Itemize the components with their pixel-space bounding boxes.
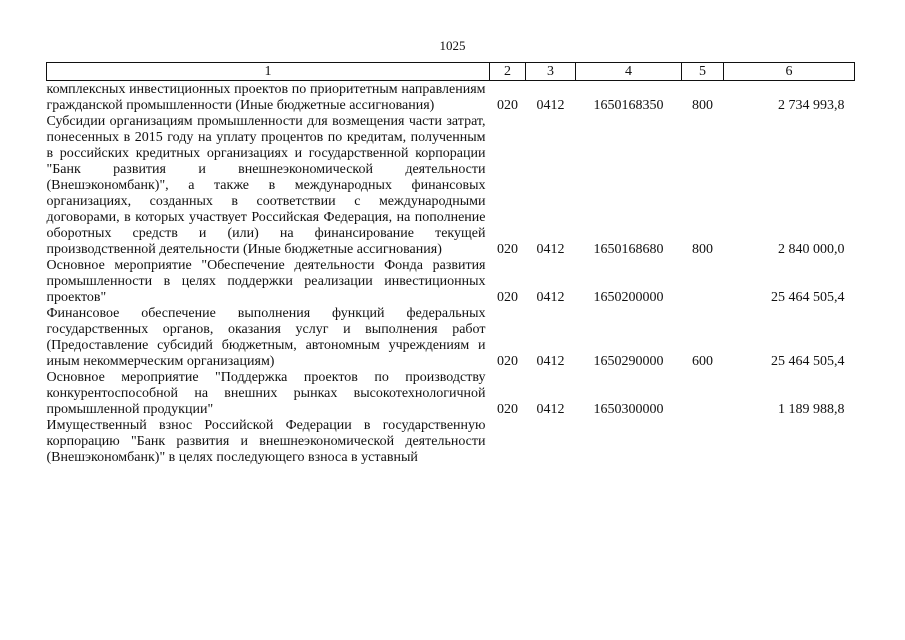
row-code-5 (682, 370, 724, 418)
column-header-2: 2 (490, 63, 526, 81)
column-header-1: 1 (47, 63, 490, 81)
row-code-2: 020 (497, 402, 518, 417)
row-description: Имущественный взнос Российской Федерации в государственную корпорацию "Банк развития и внешнеэкономической деятельности (Внешэкономбанк)" в целях последующего взноса в уставный (46, 418, 486, 465)
row-amount (724, 418, 855, 466)
page-number: 1025 (439, 38, 466, 53)
table-row (47, 418, 855, 466)
row-amount: 25 464 505,4 (771, 290, 845, 305)
row-code-5 (682, 418, 724, 466)
row-amount: 1 189 988,8 (778, 402, 845, 417)
row-code-2: 020 (497, 290, 518, 305)
row-code-3: 0412 (536, 98, 565, 113)
budget-table (46, 62, 855, 466)
row-code-5: 800 (692, 98, 713, 113)
row-code-5: 800 (692, 242, 713, 257)
row-amount: 25 464 505,4 (771, 354, 845, 369)
row-description: Финансовое обеспечение выполнения функций федеральных государственных органов, оказания услуг и выполнения работ (Предоставление субсидий бюджетным, автономным учреждениям и иным некоммерческим организациям) (46, 306, 486, 369)
table-row (47, 114, 855, 258)
table-row (47, 370, 855, 418)
row-code-2: 020 (497, 242, 518, 257)
row-description: Субсидии организациям промышленности для возмещения части затрат, понесенных в 2015 году на уплату процентов по кредитам, полученным в российских кредитных организациях и государственной корпорации "Банк развития и внешнеэкономической деятельности (Внешэкономбанк)", а также в международных финансовых организациях, созданных в соответствии с международными договорами, в которых участвует Российская Федерация, на пополнение оборотных средств и (или) на финансирование текущей производственной деятельности (Иные бюджетные ассигнования) (46, 114, 486, 257)
row-code-3: 0412 (536, 354, 565, 369)
table-header-row (47, 63, 855, 81)
row-description: комплексных инвестиционных проектов по приоритетным направлениям гражданской промышленности (Иные бюджетные ассигнования) (46, 82, 486, 113)
row-code-4 (576, 418, 682, 466)
row-code-3 (526, 418, 576, 466)
row-code-4: 1650168350 (593, 98, 664, 113)
row-code-4: 1650200000 (593, 290, 664, 305)
row-description: Основное мероприятие "Поддержка проектов по производству конкурентоспособной на внешних рынках высокотехнологичной промышленной продукции" (46, 370, 486, 417)
row-code-4: 1650300000 (593, 402, 664, 417)
row-description: Основное мероприятие "Обеспечение деятельности Фонда развития промышленности в целях поддержки реализации инвестиционных проектов" (46, 258, 486, 305)
row-code-5: 600 (692, 354, 713, 369)
table-row (47, 258, 855, 306)
table-row (47, 306, 855, 370)
row-code-3: 0412 (536, 242, 565, 257)
column-header-6: 6 (724, 63, 855, 81)
row-code-4: 1650168680 (593, 242, 664, 257)
row-amount: 2 840 000,0 (778, 242, 845, 257)
column-header-3: 3 (526, 63, 576, 81)
column-header-5: 5 (682, 63, 724, 81)
row-code-4: 1650290000 (593, 354, 664, 369)
row-code-2: 020 (497, 354, 518, 369)
row-code-3: 0412 (536, 402, 565, 417)
row-code-2 (490, 418, 526, 466)
row-code-5 (682, 258, 724, 306)
row-code-3: 0412 (536, 290, 565, 305)
table-row (47, 81, 855, 115)
row-amount: 2 734 993,8 (778, 98, 845, 113)
column-header-4: 4 (576, 63, 682, 81)
row-code-2: 020 (497, 98, 518, 113)
